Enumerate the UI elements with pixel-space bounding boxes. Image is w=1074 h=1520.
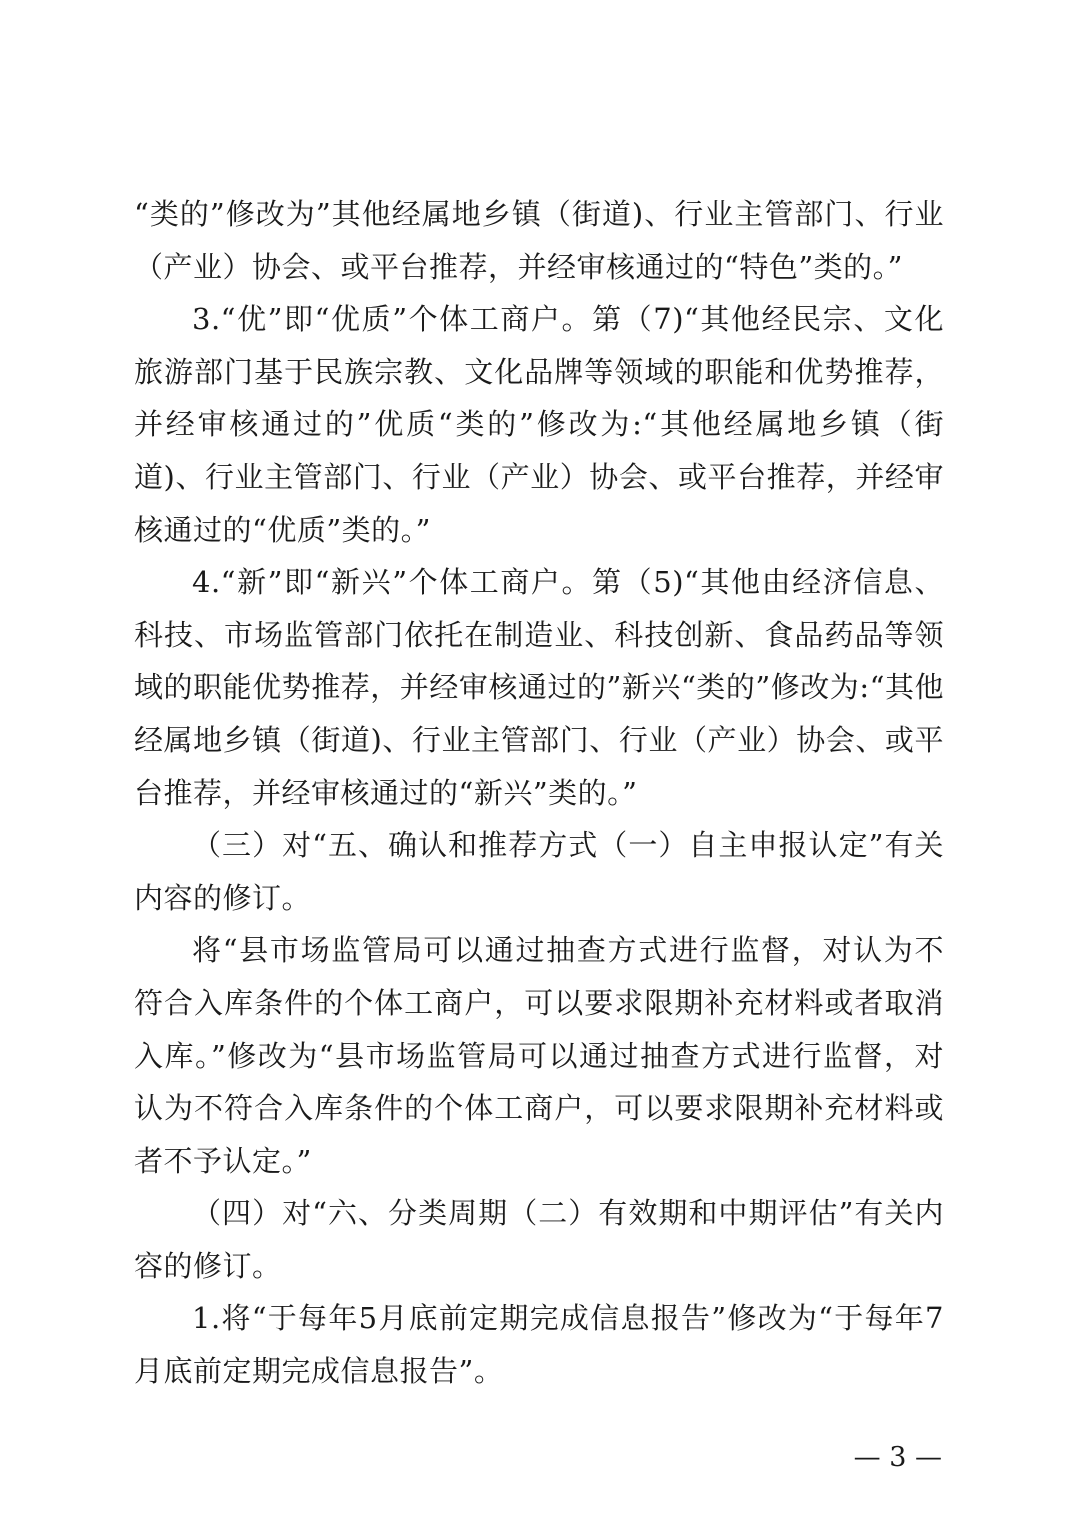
paragraph-continuation: “类的”修改为”其他经属地乡镇（街道)、行业主管部门、行业（产业）协会、或平台推荐，并经审核通过的“特色”类的。” <box>134 197 944 284</box>
page-number: — 3 — <box>853 1442 942 1473</box>
document-body <box>134 188 944 1398</box>
paragraph-section-4-item-1: 1.将“于每年5月底前定期完成信息报告”修改为“于每年7月底前定期完成信息报告”。 <box>134 1301 944 1389</box>
paragraph-section-3-body: 将“县市场监管局可以通过抽查方式进行监督，对认为不符合入库条件的个体工商户，可以要求限期补充材料或者取消入库。”修改为“县市场监管局可以通过抽查方式进行监督，对认为不符合入库条件的个体工商户，可以要求限期补充材料或者不予认定。” <box>134 933 944 1178</box>
paragraph-item-3-you: 3.“优”即“优质”个体工商户。第（7)“其他经民宗、文化旅游部门基于民族宗教、文化品牌等领域的职能和优势推荐，并经审核通过的”优质“类的”修改为:“其他经属地乡镇（街道)、行业主管部门、行业（产业）协会、或平台推荐，并经审核通过的“优质”类的。” <box>134 302 944 547</box>
paragraph-section-3-heading: （三）对“五、确认和推荐方式（一）自主申报认定”有关内容的修订。 <box>134 828 944 915</box>
paragraph-section-4-heading: （四）对“六、分类周期（二）有效期和中期评估”有关内容的修订。 <box>134 1196 944 1283</box>
paragraph-item-4-xin: 4.“新”即“新兴”个体工商户。第（5)“其他由经济信息、科技、市场监管部门依托在制造业、科技创新、食品药品等领域的职能优势推荐，并经审核通过的”新兴“类的”修改为:“其他经属地乡镇（街道)、行业主管部门、行业（产业）协会、或平台推荐，并经审核通过的“新兴”类的。” <box>134 565 944 810</box>
